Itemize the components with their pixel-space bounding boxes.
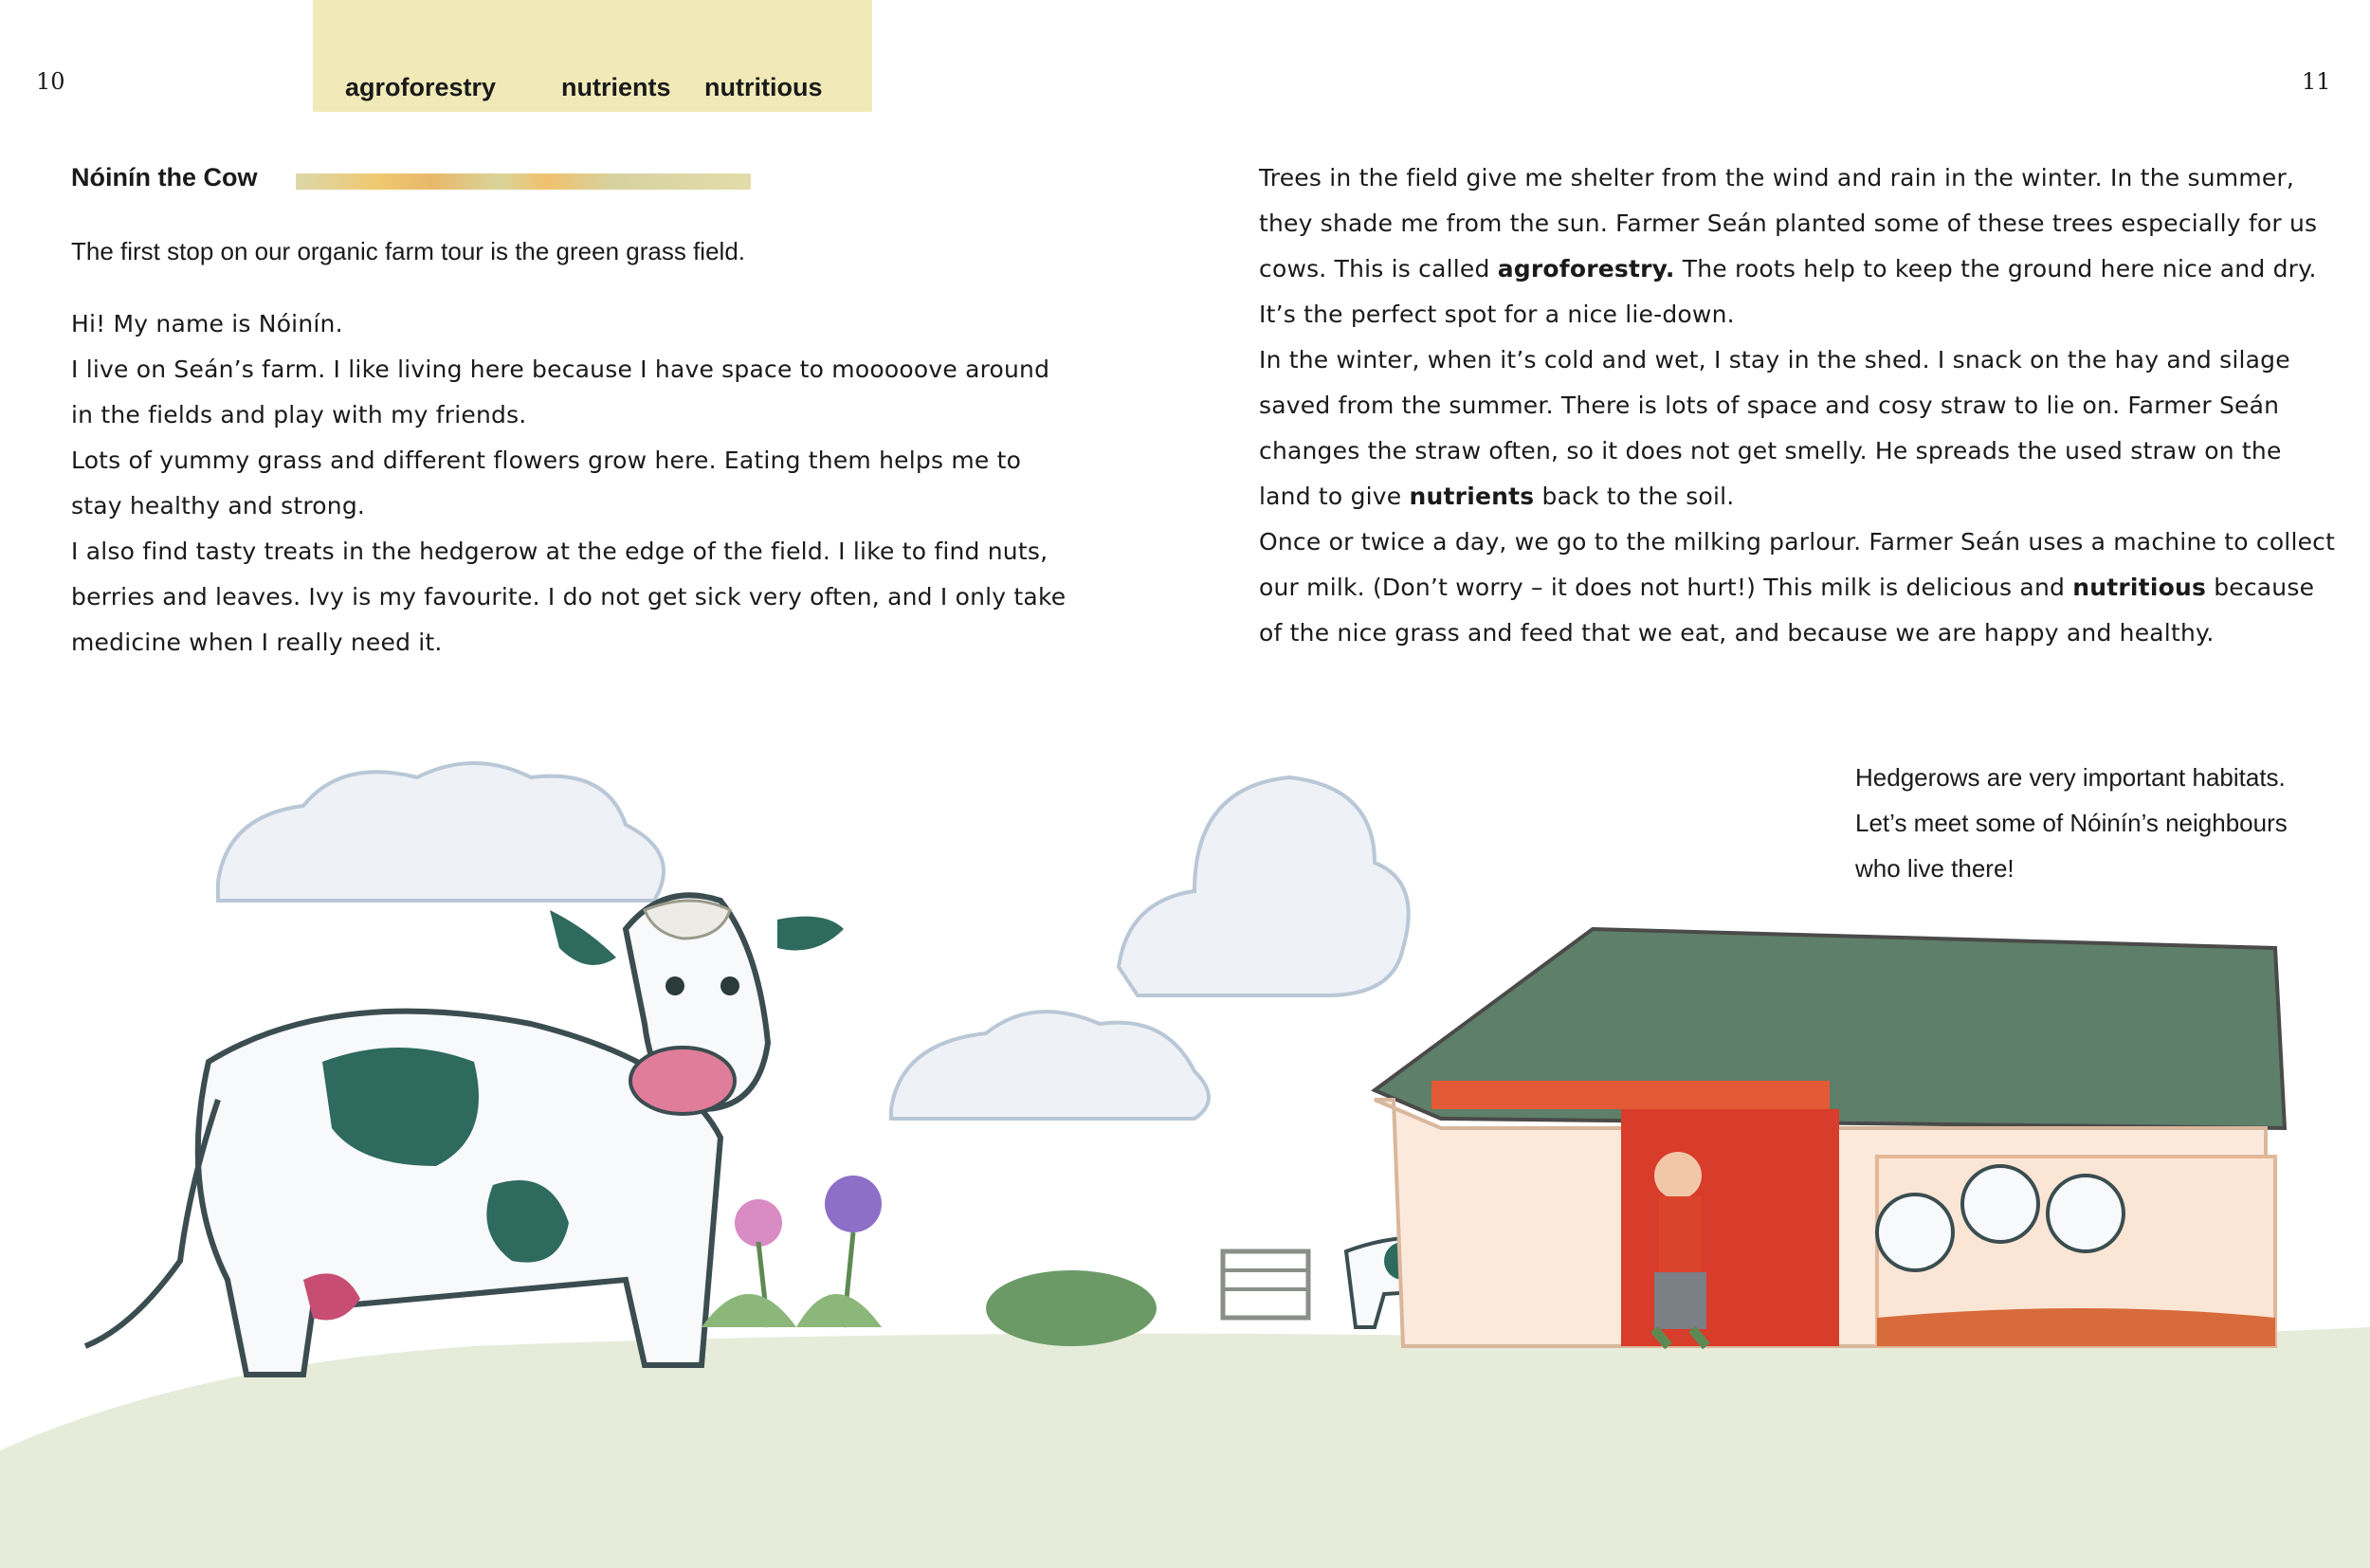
right-column-text bbox=[1259, 155, 2340, 656]
note-line: Let’s meet some of Nóinín’s neighbours bbox=[1855, 809, 2288, 837]
note-line: Hedgerows are very important habitats. bbox=[1855, 763, 2286, 792]
paragraph: Lots of yummy grass and different flowers grow here. Eating them helps me to stay healthy and strong. bbox=[71, 447, 1022, 520]
note-line: who live there! bbox=[1855, 854, 2014, 883]
glossary-term-agroforestry: agroforestry bbox=[345, 73, 497, 101]
shed bbox=[1375, 929, 2285, 1346]
paragraph: I also find tasty treats in the hedgerow at the edge of the field. I like to find nuts, berries and leaves. Ivy is my favourite. I do not get sick very often, and I only take medicine when I really need it. bbox=[71, 538, 1066, 656]
cloud-left bbox=[218, 763, 664, 901]
keyword-nutrients: nutrients bbox=[1409, 483, 1535, 510]
text-segment: Trees in the field give me shelter from the wind and rain in the winter. In the summer, they shade me from the sun. Farmer Seán planted some of these trees especially for us cows. This is called bbox=[1259, 164, 2318, 283]
paragraph bbox=[1259, 337, 2340, 520]
farmer-sean bbox=[1654, 1152, 1706, 1346]
paragraph bbox=[1259, 155, 2340, 337]
intro-text: The first stop on our organic farm tour is the green grass field. bbox=[71, 237, 746, 265]
glossary-term-nutritious: nutritious bbox=[704, 73, 823, 101]
hedgerow-note bbox=[1855, 755, 2310, 891]
title-decoration-strip bbox=[296, 173, 751, 190]
text-segment: The roots help to keep the ground here nice and dry. It’s the perfect spot for a nice lie-down. bbox=[1259, 255, 2317, 328]
paragraph bbox=[1259, 520, 2340, 656]
left-column-text bbox=[71, 301, 1076, 665]
glossary-box bbox=[313, 0, 872, 112]
cloud-right bbox=[1119, 777, 1409, 995]
paragraph: I live on Seán’s farm. I like living here because I have space to mooooove around in the fields and play with my friends. bbox=[71, 356, 1050, 428]
cloud-middle bbox=[891, 1012, 1209, 1119]
grass-field bbox=[0, 1327, 2370, 1568]
text-segment: In the winter, when it’s cold and wet, I stay in the shed. I snack on the hay and silage saved from the summer. There is lots of space and cosy straw to lie on. Farmer Seán changes the straw often, so it does not get smelly. He spreads the used straw on the land to give bbox=[1259, 346, 2290, 510]
text-segment: Once or twice a day, we go to the milking parlour. Farmer Seán uses a machine to collect our milk. (Don’t worry – it does not hurt!) This milk is delicious and bbox=[1259, 528, 2336, 601]
keyword-agroforestry: agroforestry. bbox=[1497, 255, 1675, 283]
text-segment: because of the nice grass and feed that we eat, and because we are happy and healthy. bbox=[1259, 574, 2315, 647]
page-number-right: 11 bbox=[2302, 68, 2331, 95]
text-segment: back to the soil. bbox=[1534, 483, 1735, 510]
hedge-and-gate bbox=[986, 1251, 1308, 1346]
flowers bbox=[702, 1176, 882, 1327]
glossary-term-nutrients: nutrients bbox=[561, 73, 671, 101]
page-title: Nóinín the Cow bbox=[71, 163, 258, 191]
page-number-left: 10 bbox=[36, 68, 65, 95]
keyword-nutritious: nutritious bbox=[2072, 574, 2207, 601]
paragraph: Hi! My name is Nóinín. bbox=[71, 310, 343, 337]
